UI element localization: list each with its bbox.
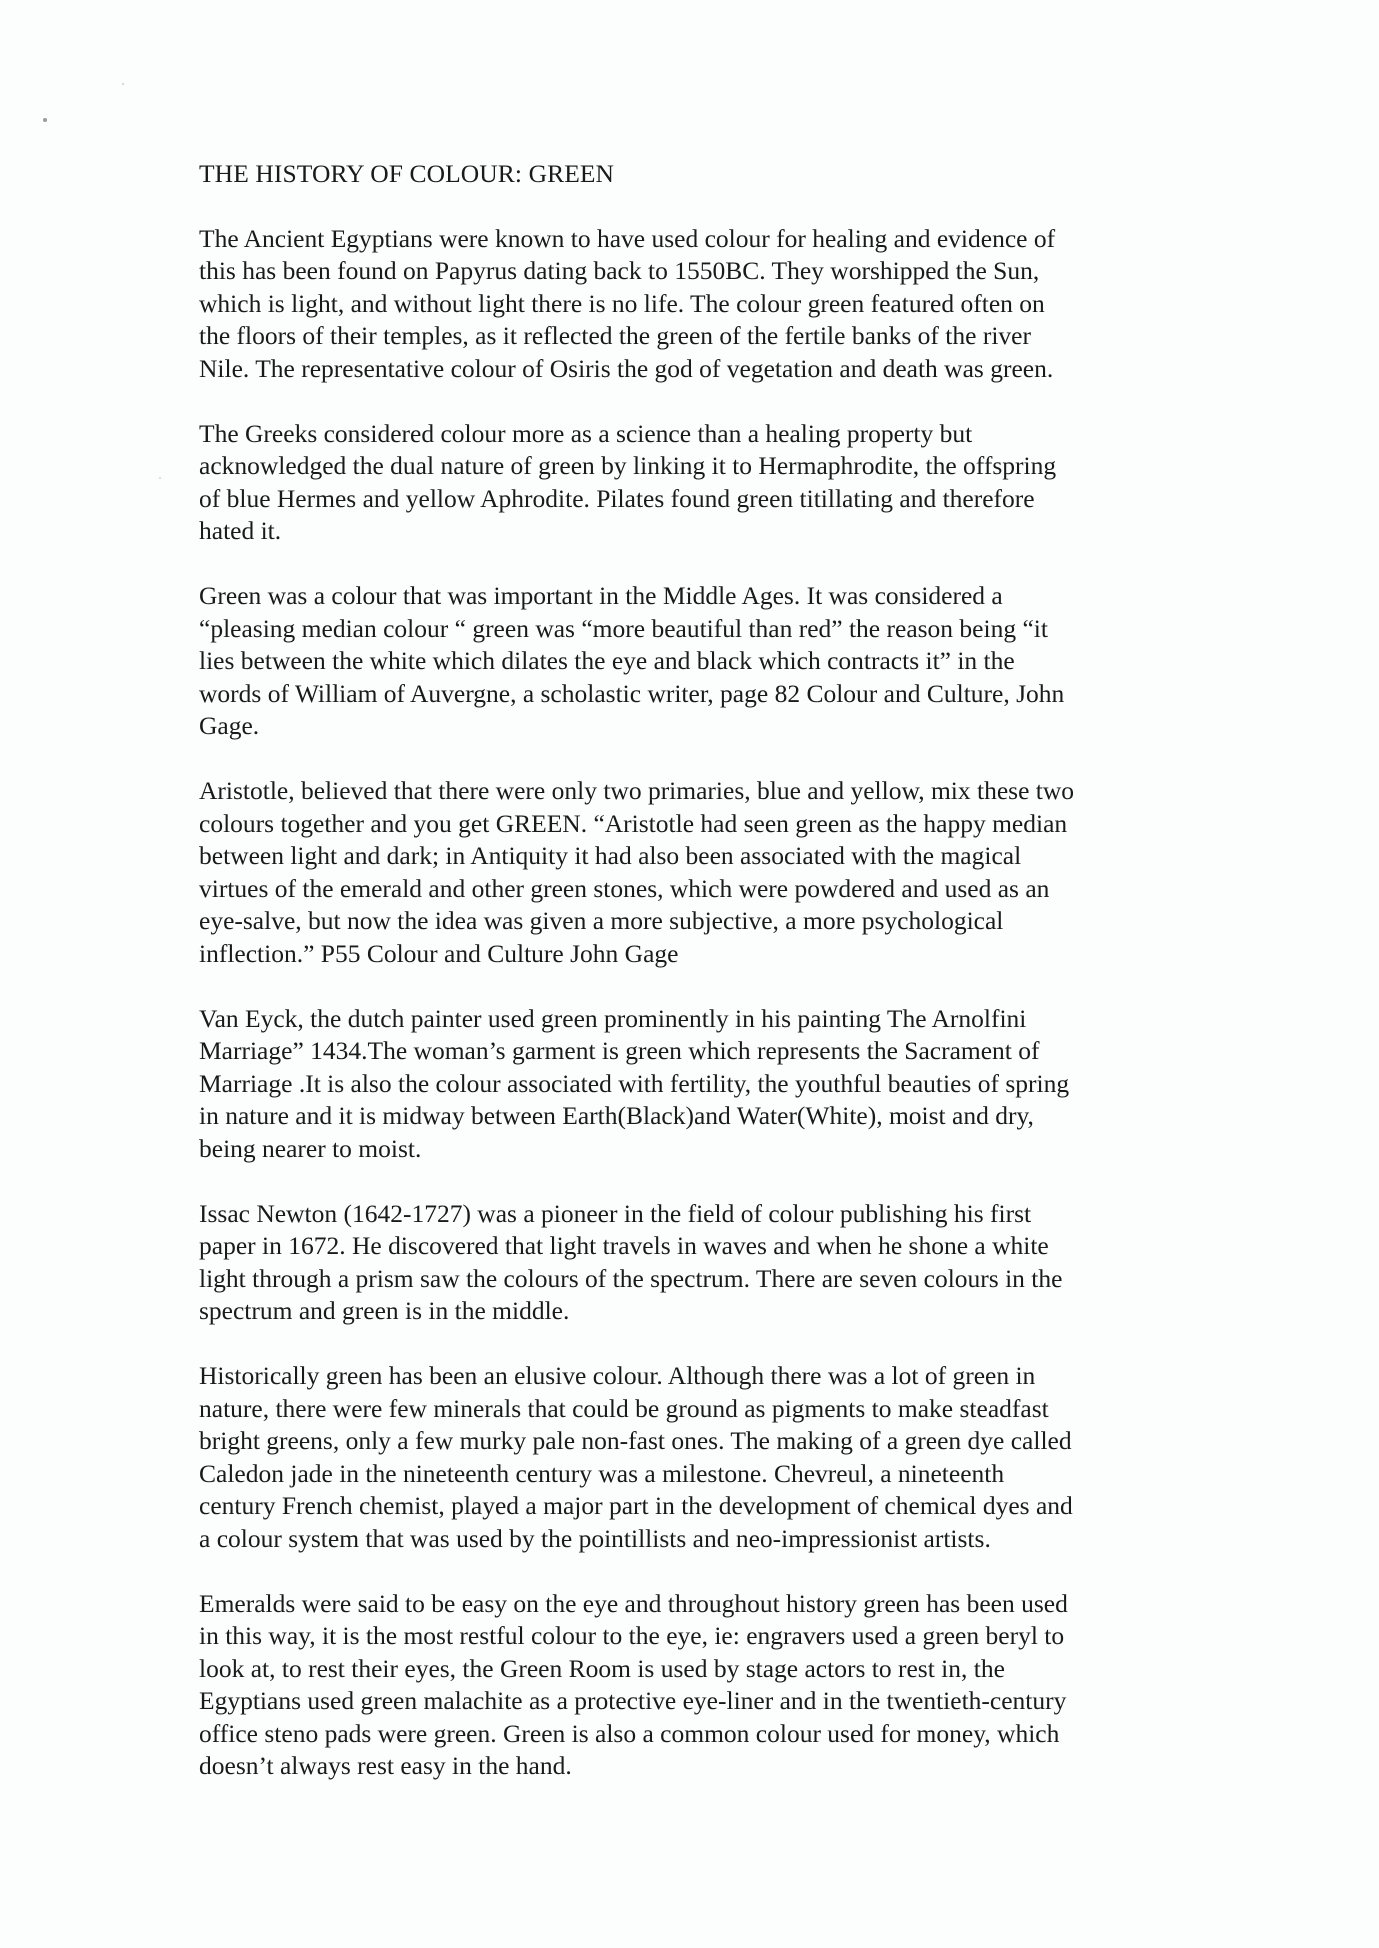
- text-line: look at, to rest their eyes, the Green Room is used by stage actors to rest in, the: [199, 1653, 1005, 1683]
- text-line: century French chemist, played a major part in the development of chemical dyes and: [199, 1491, 1073, 1520]
- text-line: Marriage” 1434.The woman’s garment is green which represents the Sacrament of: [199, 1036, 1040, 1065]
- paragraph-greeks: [199, 418, 1199, 548]
- paragraph-elusive-colour: [199, 1360, 1199, 1555]
- text-line: light through a prism saw the colours of the spectrum. There are seven colours in the: [199, 1263, 1063, 1293]
- text-line: spectrum and green is in the middle.: [199, 1296, 570, 1325]
- text-line: Nile. The representative colour of Osiris the god of vegetation and death was green.: [199, 353, 1054, 383]
- text-line: between light and dark; in Antiquity it had also been associated with the magical: [199, 841, 1022, 870]
- page-title: THE HISTORY OF COLOUR: GREEN: [199, 159, 615, 188]
- text-line: inflection.” P55 Colour and Culture John Gage: [199, 938, 679, 968]
- text-line: lies between the white which dilates the eye and black which contracts it” in the: [199, 646, 1015, 675]
- text-line: which is light, and without light there is no life. The colour green featured often on: [199, 288, 1045, 318]
- paragraph-aristotle: [199, 775, 1199, 970]
- text-line: nature, there were few minerals that could be ground as pigments to make steadfast: [199, 1393, 1049, 1423]
- text-line: this has been found on Papyrus dating back to 1550BC. They worshipped the Sun,: [199, 256, 1040, 285]
- text-line: being nearer to moist.: [199, 1133, 422, 1163]
- text-line: Green was a colour that was important in the Middle Ages. It was considered a: [199, 581, 1003, 610]
- text-line: Emeralds were said to be easy on the eye and throughout history green has been used: [199, 1588, 1068, 1618]
- text-line: colours together and you get GREEN. “Aristotle had seen green as the happy median: [199, 808, 1068, 838]
- text-line: the floors of their temples, as it reflected the green of the fertile banks of the river: [199, 321, 1031, 350]
- text-line: hated it.: [199, 516, 282, 545]
- text-line: doesn’t always rest easy in the hand.: [199, 1751, 572, 1780]
- text-line: The Greeks considered colour more as a science than a healing property but: [199, 418, 973, 448]
- text-line: Egyptians used green malachite as a protective eye-liner and in the twentieth-century: [199, 1686, 1067, 1715]
- scan-speck: [159, 477, 161, 479]
- paragraph-emeralds: [199, 1588, 1199, 1783]
- text-line: acknowledged the dual nature of green by linking it to Hermaphrodite, the offspring: [199, 451, 1057, 480]
- paragraph-egyptians: [199, 223, 1199, 386]
- text-line: a colour system that was used by the pointillists and neo-impressionist artists.: [199, 1523, 991, 1553]
- text-line: The Ancient Egyptians were known to have used colour for healing and evidence of: [199, 223, 1056, 253]
- text-line: Historically green has been an elusive colour. Although there was a lot of green in: [199, 1361, 1036, 1390]
- text-line: Van Eyck, the dutch painter used green prominently in his painting The Arnolfini: [199, 1003, 1027, 1033]
- text-line: paper in 1672. He discovered that light travels in waves and when he shone a white: [199, 1231, 1049, 1260]
- paragraph-van-eyck: [199, 1003, 1199, 1166]
- text-line: bright greens, only a few murky pale non-fast ones. The making of a green dye called: [199, 1426, 1072, 1455]
- text-line: words of William of Auvergne, a scholastic writer, page 82 Colour and Culture, John: [199, 678, 1065, 708]
- paragraph-middle-ages: [199, 580, 1199, 743]
- document-body: [199, 158, 1199, 1815]
- text-line: Issac Newton (1642-1727) was a pioneer in the field of colour publishing his first: [199, 1198, 1032, 1228]
- text-line: in nature and it is midway between Earth(Black)and Water(White), moist and dry,: [199, 1101, 1034, 1130]
- scan-speck: [43, 118, 47, 122]
- text-line: Caledon jade in the nineteenth century was a milestone. Chevreul, a nineteenth: [199, 1458, 1005, 1488]
- text-line: Gage.: [199, 711, 260, 740]
- text-line: office steno pads were green. Green is also a common colour used for money, which: [199, 1718, 1060, 1748]
- text-line: eye-salve, but now the idea was given a more subjective, a more psychological: [199, 906, 1004, 935]
- text-line: “pleasing median colour “ green was “more beautiful than red” the reason being “it: [199, 613, 1048, 643]
- text-line: in this way, it is the most restful colour to the eye, ie: engravers used a green beryl to: [199, 1621, 1065, 1650]
- scan-speck: [122, 83, 124, 85]
- text-line: of blue Hermes and yellow Aphrodite. Pilates found green titillating and therefore: [199, 483, 1035, 513]
- text-line: virtues of the emerald and other green stones, which were powdered and used as an: [199, 873, 1050, 903]
- paragraph-newton: [199, 1198, 1199, 1328]
- text-line: Marriage .It is also the colour associated with fertility, the youthful beauties of spring: [199, 1068, 1070, 1098]
- text-line: Aristotle, believed that there were only two primaries, blue and yellow, mix these two: [199, 776, 1075, 805]
